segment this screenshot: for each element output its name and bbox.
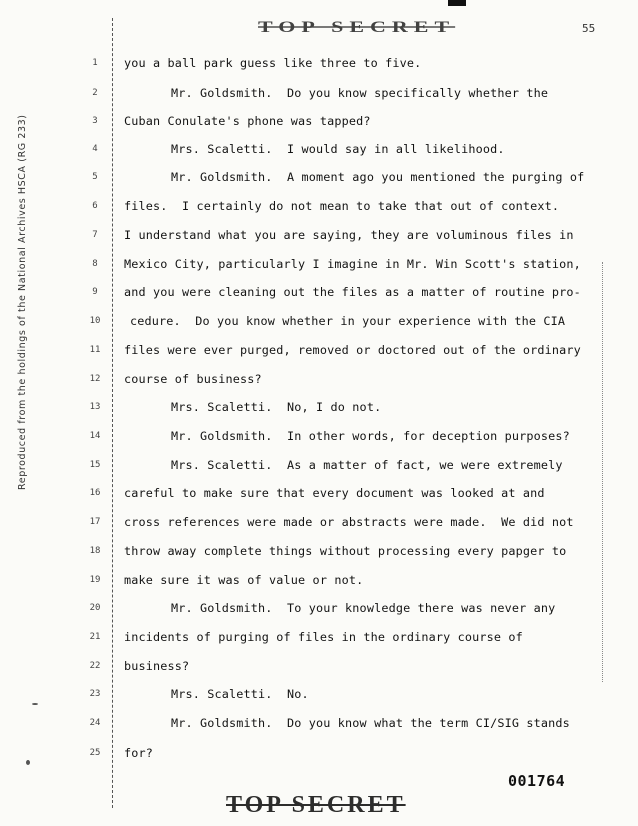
line-text: cedure. Do you know whether in your experience with the CIA (130, 314, 566, 328)
line-number: 11 (89, 345, 101, 355)
page-number: 55 (582, 22, 596, 35)
line-text: Mrs. Scaletti. No, I do not. (171, 400, 382, 414)
line-text: careful to make sure that every document was looked at and (124, 486, 545, 500)
line-number: 8 (92, 259, 98, 269)
line-text: Mr. Goldsmith. Do you know what the term CI/SIG stands (171, 716, 570, 730)
line-number: 4 (92, 144, 98, 154)
transcript-line (0, 114, 638, 134)
transcript-line (0, 257, 638, 277)
line-number: 13 (89, 402, 101, 412)
line-text: course of business? (124, 372, 262, 386)
line-text: Mexico City, particularly I imagine in Mr. Win Scott's station, (124, 257, 581, 271)
transcript-line (0, 687, 638, 707)
line-number: 7 (92, 230, 98, 240)
line-number: 21 (89, 632, 101, 642)
line-text: throw away complete things without processing every papger to (124, 544, 567, 558)
line-number: 18 (89, 546, 101, 556)
transcript-line (0, 314, 638, 334)
transcript-line (0, 716, 638, 736)
line-number: 6 (92, 201, 98, 211)
transcript-line (0, 601, 638, 621)
transcript-line (0, 343, 638, 363)
line-text: business? (124, 659, 190, 673)
transcript-line (0, 228, 638, 248)
transcript-line (0, 142, 638, 162)
line-number: 22 (89, 661, 101, 671)
scan-speck (32, 703, 38, 705)
line-number: 19 (89, 575, 101, 585)
line-text: Mrs. Scaletti. No. (171, 687, 309, 701)
line-number: 5 (92, 172, 98, 182)
line-text: Mr. Goldsmith. In other words, for deception purposes? (171, 429, 570, 443)
line-text: and you were cleaning out the files as a matter of routine pro- (124, 285, 581, 299)
line-number: 14 (89, 431, 101, 441)
line-text: Mr. Goldsmith. A moment ago you mentioned the purging of (171, 170, 585, 184)
line-number: 1 (92, 58, 98, 68)
line-text: I understand what you are saying, they are voluminous files in (124, 228, 574, 242)
transcript-line (0, 573, 638, 593)
transcript-line (0, 285, 638, 305)
line-text: cross references were made or abstracts were made. We did not (124, 515, 574, 529)
transcript-line (0, 429, 638, 449)
line-text: Mrs. Scaletti. As a matter of fact, we were extremely (171, 458, 563, 472)
transcript-line (0, 372, 638, 392)
line-text: Mrs. Scaletti. I would say in all likelihood. (171, 142, 505, 156)
line-text: make sure it was of value or not. (124, 573, 364, 587)
line-number: 10 (89, 316, 101, 326)
transcript-line (0, 86, 638, 106)
transcript-line (0, 199, 638, 219)
line-text: files were ever purged, removed or doctored out of the ordinary (124, 343, 581, 357)
line-text: Cuban Conulate's phone was tapped? (124, 114, 371, 128)
line-text: Mr. Goldsmith. To your knowledge there was never any (171, 601, 556, 615)
scan-speck (26, 760, 30, 765)
line-number: 23 (89, 689, 101, 699)
header-classification-stamp: TOP SECRET (258, 17, 456, 36)
line-number: 24 (89, 718, 101, 728)
line-number: 20 (89, 603, 101, 613)
line-number: 12 (89, 374, 101, 384)
line-number: 17 (89, 517, 101, 527)
line-text: you a ball park guess like three to five. (124, 56, 422, 70)
line-text: files. I certainly do not mean to take that out of context. (124, 199, 560, 213)
document-id: 001764 (508, 772, 566, 790)
line-number: 16 (89, 488, 101, 498)
transcript-line (0, 630, 638, 650)
transcript-line (0, 515, 638, 535)
line-number: 2 (92, 88, 98, 98)
transcript-line (0, 659, 638, 679)
line-text: Mr. Goldsmith. Do you know specifically whether the (171, 86, 549, 100)
line-text: for? (124, 746, 154, 760)
transcript-line (0, 458, 638, 478)
transcript-line (0, 170, 638, 190)
line-number: 9 (92, 287, 98, 297)
transcript-line (0, 486, 638, 506)
line-number: 3 (92, 116, 98, 126)
transcript-line (0, 400, 638, 420)
transcript-line (0, 746, 638, 766)
line-text: incidents of purging of files in the ordinary course of (124, 630, 523, 644)
transcript-line (0, 56, 638, 76)
line-number: 25 (89, 748, 101, 758)
footer-classification-stamp: TOP SECRET (226, 792, 406, 818)
transcript-line (0, 544, 638, 564)
archive-source-note: Reproduced from the holdings of the National Archives HSCA (RG 233) (17, 114, 28, 490)
line-number: 15 (89, 460, 101, 470)
